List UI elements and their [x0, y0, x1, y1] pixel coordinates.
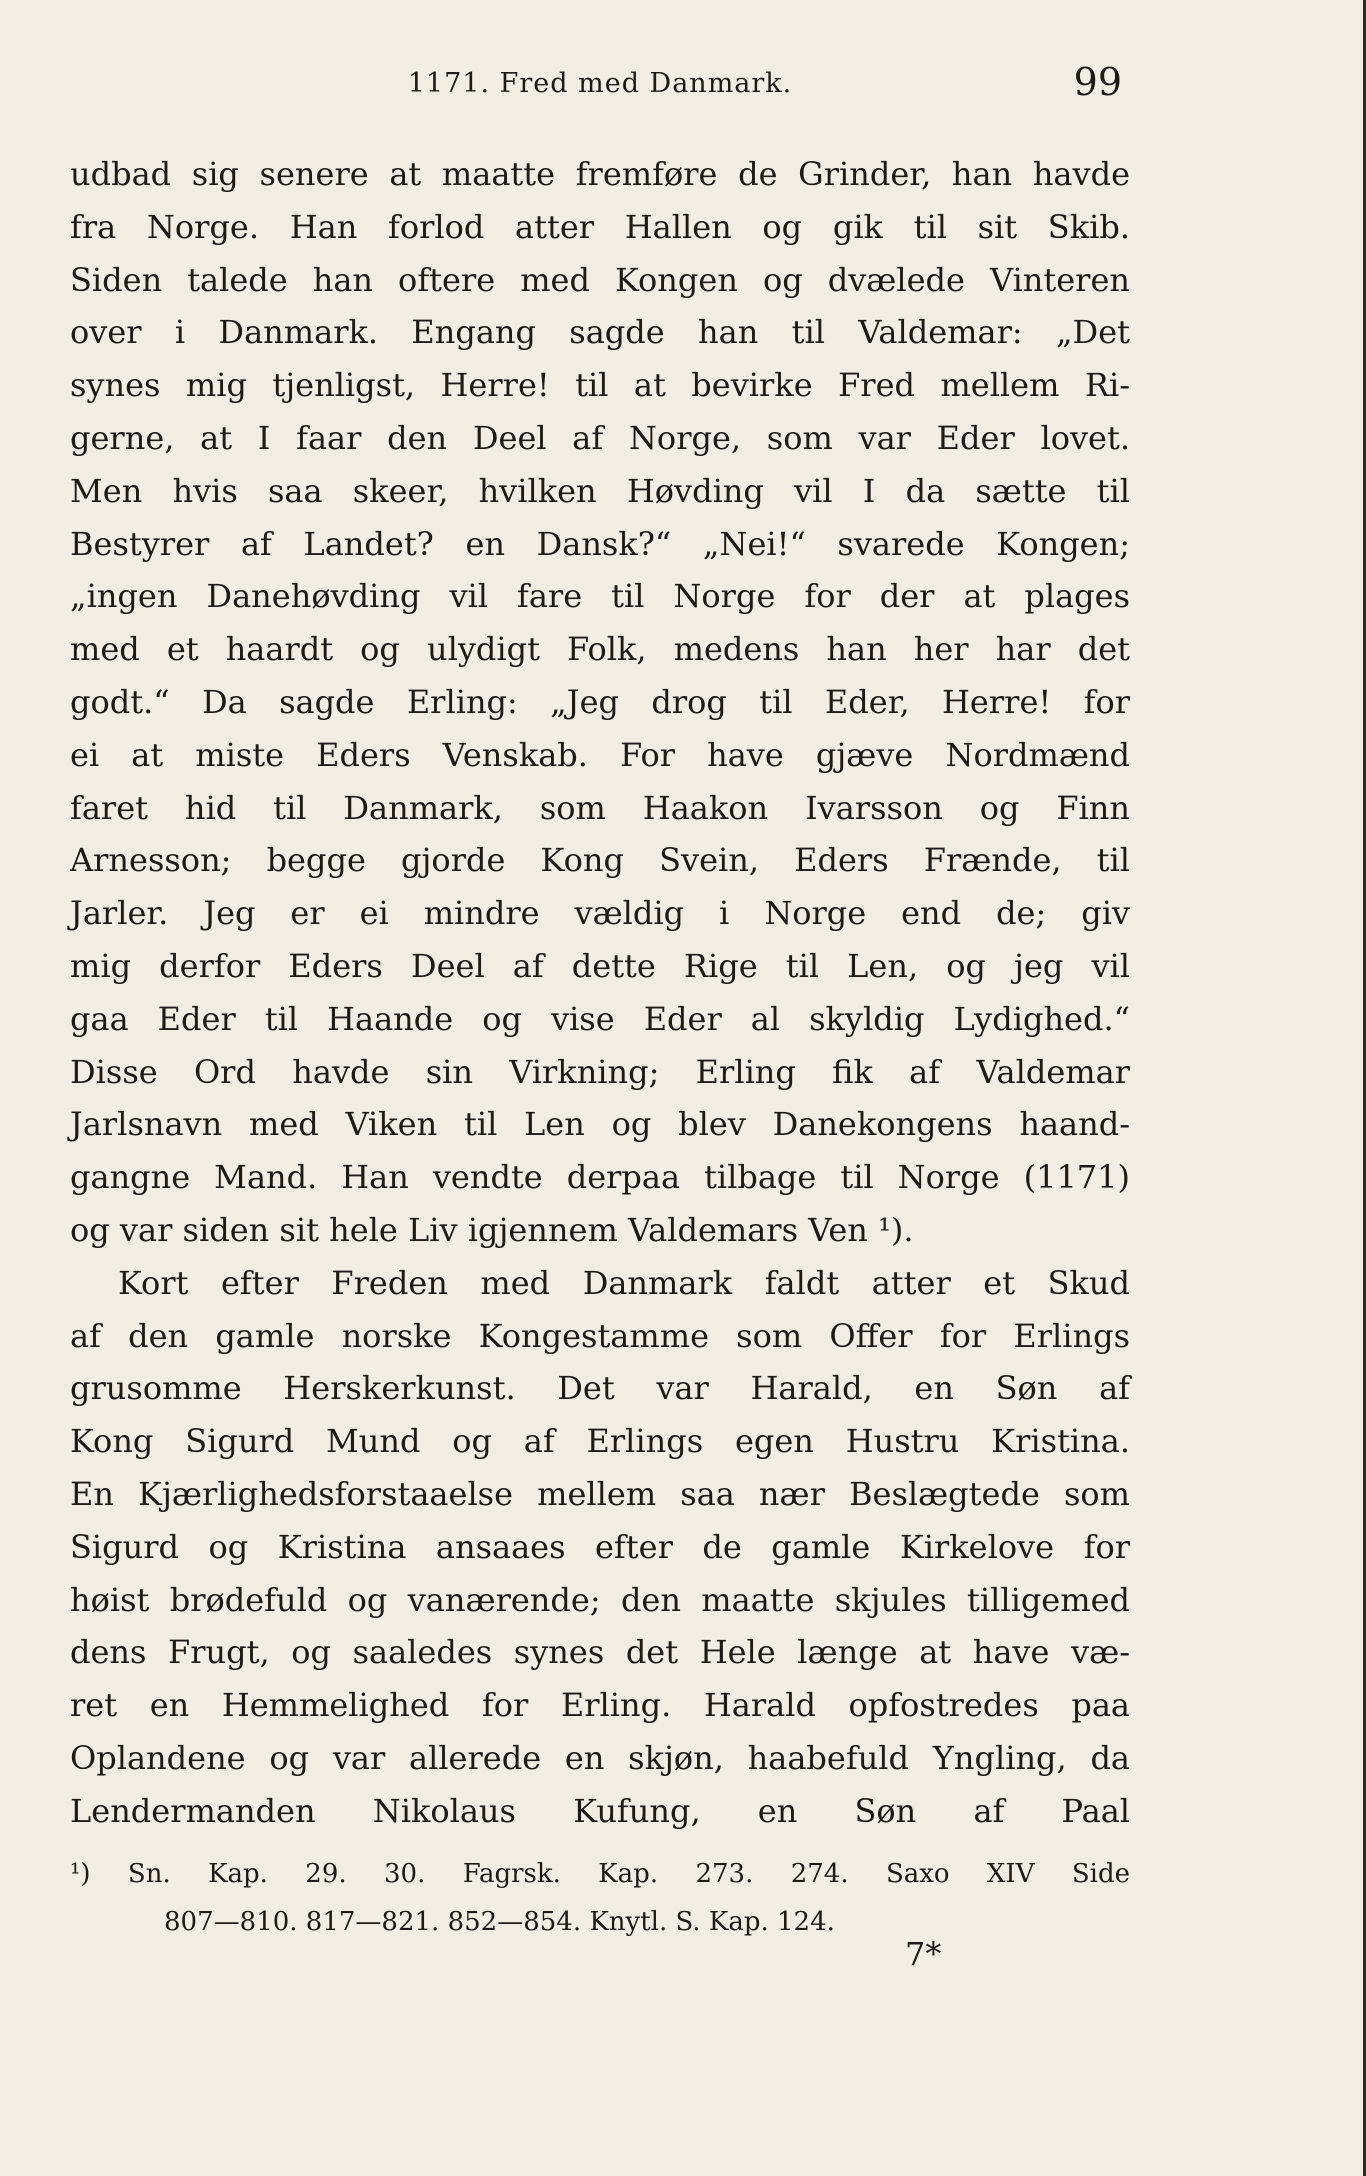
page-number: 99 — [1073, 60, 1122, 104]
text-line: Bestyrer af Landet? en Dansk?“ „Nei!“ svarede Kongen; — [70, 524, 1130, 563]
text-line: Siden talede han oftere med Kongen og dvælede Vinteren — [70, 260, 1130, 299]
text-line: Sigurd og Kristina ansaaes efter de gamle Kirkelove for — [70, 1527, 1130, 1566]
paragraph-start-line: Kort efter Freden med Danmark faldt atter et Skud — [118, 1263, 1130, 1302]
footnotes — [70, 1850, 1130, 1946]
text-line: Lendermanden Nikolaus Kufung, en Søn af Paal — [70, 1791, 1130, 1830]
body-text — [70, 148, 1130, 1838]
text-line: over i Danmark. Engang sagde han til Valdemar: „Det — [70, 313, 1130, 352]
text-line: mig derfor Eders Deel af dette Rige til Len, og jeg vil — [70, 946, 1130, 985]
text-line: Kong Sigurd Mund og af Erlings egen Hustru Kristina. — [70, 1422, 1130, 1461]
text-line: godt.“ Da sagde Erling: „Jeg drog til Eder, Herre! for — [70, 682, 1130, 721]
text-line: Men hvis saa skeer, hvilken Høvding vil I da sætte til — [70, 471, 1130, 510]
footnote-line: ¹) Sn. Kap. 29. 30. Fagrsk. Kap. 273. 274. Saxo XIV Side — [70, 1859, 1130, 1889]
text-line: Disse Ord havde sin Virkning; Erling fik af Valdemar — [70, 1052, 1130, 1091]
text-line: af den gamle norske Kongestamme som Offer for Erlings — [70, 1316, 1130, 1355]
text-line: Jarler. Jeg er ei mindre vældig i Norge end de; giv — [70, 894, 1130, 933]
text-line: udbad sig senere at maatte fremføre de Grinder, han havde — [70, 155, 1130, 193]
text-line: En Kjærlighedsforstaaelse mellem saa nær Beslægtede som — [70, 1474, 1130, 1513]
text-line: høist brødefuld og vanærende; den maatte skjules tilligemed — [70, 1580, 1130, 1619]
text-line: ret en Hemmelighed for Erling. Harald opfostredes paa — [70, 1686, 1130, 1725]
text-line: gangne Mand. Han vendte derpaa tilbage til Norge (1171) — [70, 1158, 1130, 1197]
text-line: med et haardt og ulydigt Folk, medens han her har det — [70, 630, 1130, 669]
text-line: dens Frugt, og saaledes synes det Hele længe at have væ- — [70, 1633, 1130, 1672]
text-line: Arnesson; begge gjorde Kong Svein, Eders Frænde, til — [70, 841, 1130, 880]
paragraph-end-line: og var siden sit hele Liv igjennem Valdemars Ven ¹). — [70, 1210, 914, 1249]
text-line: fra Norge. Han forlod atter Hallen og gik til sit Skib. — [70, 207, 1130, 246]
text-line: synes mig tjenligst, Herre! til at bevirke Fred mellem Ri- — [70, 366, 1130, 405]
text-line: Jarlsnavn med Viken til Len og blev Danekongens haand- — [70, 1105, 1130, 1144]
running-title: 1171. Fred med Danmark. — [407, 68, 793, 99]
text-line: gaa Eder til Haande og vise Eder al skyldig Lydighed.“ — [70, 999, 1130, 1038]
signature-mark: 7* — [905, 1935, 942, 1973]
page-header — [70, 60, 1130, 112]
text-line: faret hid til Danmark, som Haakon Ivarsson og Finn — [70, 788, 1130, 827]
text-line: grusomme Herskerkunst. Det var Harald, en Søn af — [70, 1369, 1130, 1408]
text-line: gerne, at I faar den Deel af Norge, som var Eder lovet. — [70, 418, 1130, 457]
text-line: „ingen Danehøvding vil fare til Norge for der at plages — [70, 577, 1130, 616]
text-line: Oplandene og var allerede en skjøn, haabefuld Yngling, da — [70, 1738, 1130, 1777]
footnote-line: 807—810. 817—821. 852—854. Knytl. S. Kap. 124. — [164, 1907, 835, 1937]
text-line: ei at miste Eders Venskab. For have gjæve Nordmænd — [70, 735, 1130, 774]
